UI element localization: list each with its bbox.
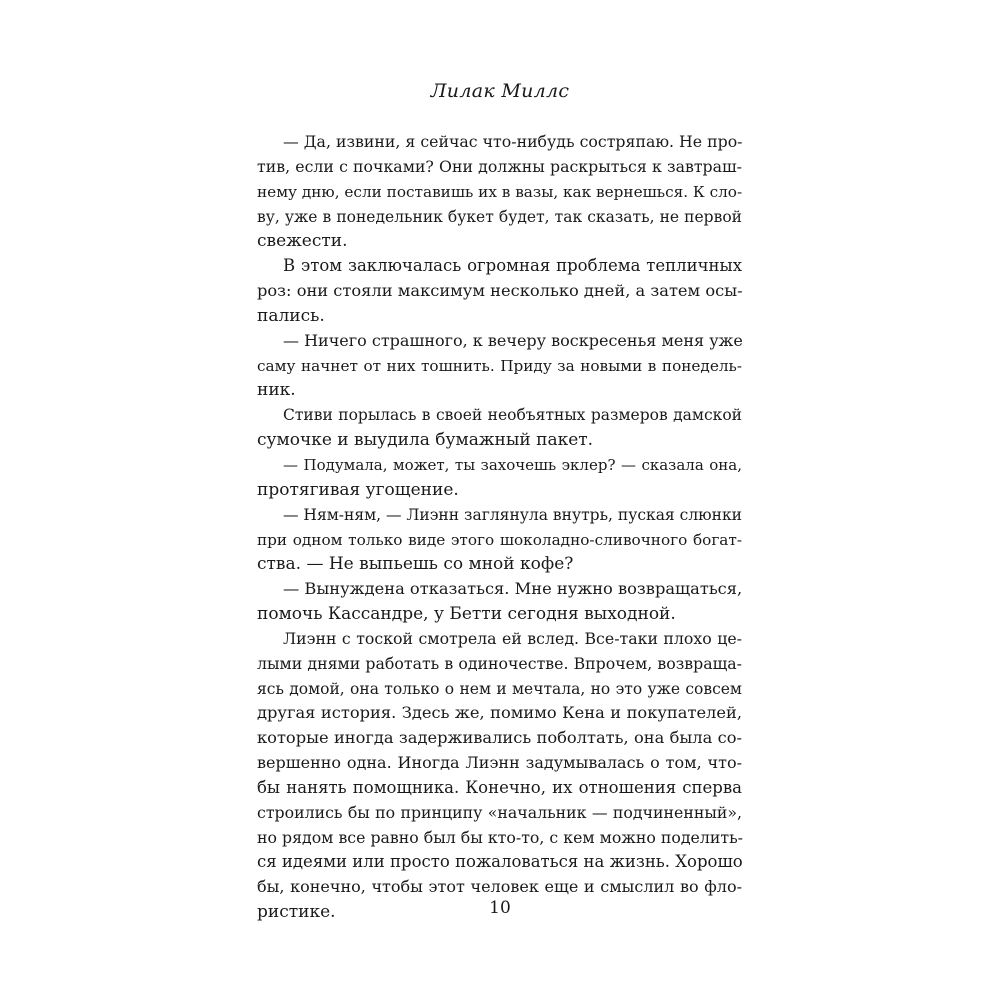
text-line: помочь Кассандре, у Бетти сегодня выходной. — [257, 604, 676, 625]
text-line: тив, если с почками? Они должны раскрыться к завтраш- — [257, 156, 742, 176]
text-line: пались. — [257, 305, 325, 326]
text-line: ник. — [257, 380, 296, 401]
text-line: строились бы по принципу «начальник — подчиненный», — [257, 802, 742, 822]
text-line: бы, конечно, чтобы этот человек еще и смыслил во фло- — [257, 877, 742, 897]
text-line: другая история. Здесь же, помимо Кена и покупателей, — [257, 703, 742, 723]
text-line: нему дню, если поставишь их в вазы, как вернешься. К сло- — [257, 182, 743, 201]
text-line: бы нанять помощника. Конечно, их отношения сперва — [257, 777, 742, 797]
text-line: которые иногда задерживались поболтать, она была со- — [257, 728, 742, 748]
text-line: Лиэнн с тоской смотрела ей вслед. Все-таки плохо це- — [283, 628, 742, 648]
text-line: ву, уже в понедельник букет будет, так сказать, не первой — [257, 207, 742, 226]
text-line: но рядом все равно был бы кто-то, с кем можно поделить- — [257, 827, 743, 847]
page-number: 10 — [489, 898, 511, 918]
text-line: ся идеями или просто пожаловаться на жизнь. Хорошо — [257, 852, 743, 872]
text-line: В этом заключалась огромная проблема тепличных — [283, 256, 742, 276]
text-line: ства. — Не выпьешь со мной кофе? — [257, 554, 574, 575]
text-line: — Да, извини, я сейчас что-нибудь состряпаю. Не про- — [283, 132, 743, 151]
text-line: лыми днями работать в одиночестве. Впрочем, возвраща- — [257, 653, 742, 673]
text-line: — Ничего страшного, к вечеру воскресенья меня уже — [283, 330, 743, 350]
text-line: — Вынуждена отказаться. Мне нужно возвращаться, — [283, 579, 743, 599]
text-line: Стиви порылась в своей необъятных размеров дамской — [283, 406, 742, 425]
body-text — [257, 130, 742, 925]
text-line: саму начнет от них тошнить. Приду за новыми в понедель- — [257, 356, 742, 375]
running-head: Лилак Миллс — [430, 80, 570, 102]
text-line: ристике. — [257, 902, 336, 923]
text-line: свежести. — [257, 231, 348, 252]
text-line: протягивая угощение. — [257, 479, 459, 500]
text-line: при одном только виде этого шоколадно-сливочного богат- — [257, 530, 742, 549]
text-line: ясь домой, она только о нем и мечтала, но это уже совсем — [257, 679, 742, 698]
text-line: — Ням-ням, — Лиэнн заглянула внутрь, пуская слюнки — [283, 505, 743, 524]
text-line: роз: они стояли максимум несколько дней, а затем осы- — [257, 281, 743, 301]
text-line: сумочке и выудила бумажный пакет. — [257, 430, 594, 451]
text-line: вершенно одна. Иногда Лиэнн задумывалась о том, что- — [257, 753, 742, 773]
text-line: — Подумала, может, ты захочешь эклер? — сказала она, — [283, 455, 742, 474]
